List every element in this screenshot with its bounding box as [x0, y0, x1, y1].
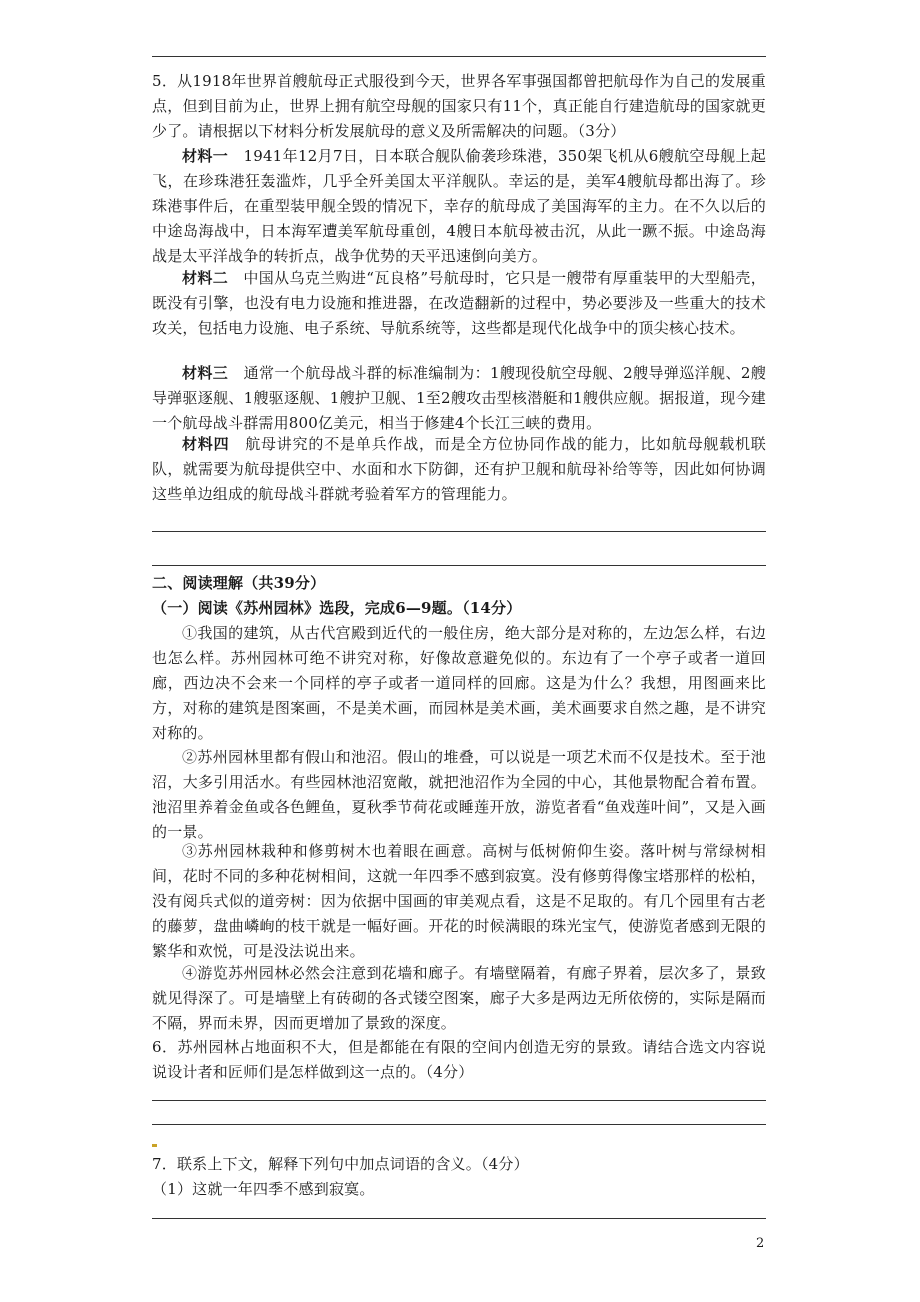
passage-paragraph-1: ①我国的建筑，从古代宫殿到近代的一般住房，绝大部分是对称的，左边怎么样，右边也怎么样。苏州园林可绝不讲究对称，好像故意避免似的。东边有了一个亭子或者一道回廊，西边决不会来一个同样的亭子或者一道同样的回廊。这是为什么？我想，用图画来比方，对称的建筑是图案画，不是美术画，而园林是美术画，美术画要求自然之趣，是不讲究对称的。 [152, 624, 766, 742]
material-2-text: 中国从乌克兰购进“瓦良格”号航母时，它只是一艘带有厚重装甲的大型船壳，既没有引擎，也没有电力设施和推进器，在改造翻新的过程中，势必要涉及一些重大的技术攻关，包括电力设施、电子系统、导航系统等，这些都是现代化战争中的顶尖核心技术。 [152, 269, 766, 337]
material-2 [152, 266, 766, 341]
passage-paragraph-2: ②苏州园林里都有假山和池沼。假山的堆叠，可以说是一项艺术而不仅是技术。至于池沼，大多引用活水。有些园林池沼宽敞，就把池沼作为全园的中心，其他景物配合着布置。池沼里养着金鱼或各色鲤鱼，夏秋季节荷花或睡莲开放，游览者看“鱼戏莲叶间”，又是入画的一景。 [152, 748, 766, 841]
material-4 [152, 432, 766, 507]
page-number: 2 [756, 1236, 765, 1251]
material-4-text: 航母讲究的不是单兵作战，而是全方位协同作战的能力，比如航母舰载机联队，就需要为航母提供空中、水面和水下防御，还有护卫舰和航母补给等等，因此如何协调这些单边组成的航母战斗群就考验着军方的管理能力。 [152, 435, 766, 503]
answer-line-q5-2 [152, 565, 766, 566]
question-7: 7．联系上下文，解释下列句中加点词语的含义。（4分） [152, 1155, 529, 1173]
question-6: 6．苏州园林占地面积不大，但是都能在有限的空间内创造无穷的景致。请结合选文内容说说设计者和匠师们是怎样做到这一点的。（4分） [152, 1038, 766, 1081]
material-4-label: 材料四 [182, 435, 230, 453]
answer-line-q5-1 [152, 531, 766, 532]
top-rule [152, 56, 766, 57]
material-3-text: 通常一个航母战斗群的标准编制为：1艘现役航空母舰、2艘导弹巡洋舰、2艘导弹驱逐舰、1艘驱逐舰、1艘护卫舰、1至2艘攻击型核潜艇和1艘供应舰。据报道，现今建一个航母战斗群需用800亿美元，相当于修建4个长江三峡的费用。 [152, 364, 766, 432]
answer-line-q7-1 [152, 1218, 766, 1219]
material-2-label: 材料二 [182, 269, 229, 287]
material-1 [152, 144, 766, 269]
answer-line-q6-1 [152, 1100, 766, 1101]
passage-paragraph-4: ④游览苏州园林必然会注意到花墙和廊子。有墙壁隔着，有廊子界着，层次多了，景致就见得深了。可是墙壁上有砖砌的各式镂空图案，廊子大多是两边无所依傍的，实际是隔而不隔，界而未界，因而更增加了景致的深度。 [152, 964, 766, 1032]
subsection-1-title: （一）阅读《苏州园林》选段，完成6—9题。（14分） [152, 599, 522, 617]
section-2-title: 二、阅读理解（共39分） [152, 574, 326, 592]
passage-paragraph-3: ③苏州园林栽种和修剪树木也着眼在画意。高树与低树俯仰生姿。落叶树与常绿树相间，花时不同的多种花树相间，这就一年四季不感到寂寞。没有修剪得像宝塔那样的松柏，没有阅兵式似的道旁树：因为依据中国画的审美观点看，这是不足取的。有几个园里有古老的藤萝，盘曲嶙峋的枝干就是一幅好画。开花的时候满眼的珠光宝气，使游览者感到无限的繁华和欢悦，可是没法说出来。 [152, 842, 766, 960]
question-5-stem: 5．从1918年世界首艘航母正式服役到今天，世界各军事强国都曾把航母作为自己的发展重点，但到目前为止，世界上拥有航空母舰的国家只有11个，真正能自行建造航母的国家就更少了。请根据以下材料分析发展航母的意义及所需解决的问题。（3分） [152, 72, 766, 140]
material-3-label: 材料三 [182, 364, 229, 382]
material-3 [152, 361, 766, 436]
material-1-label: 材料一 [182, 147, 229, 165]
answer-line-q6-2 [152, 1124, 766, 1125]
stray-mark [152, 1144, 157, 1147]
question-7-item-1: （1）这就一年四季不感到寂寞。 [152, 1180, 375, 1198]
material-1-text: 1941年12月7日，日本联合舰队偷袭珍珠港，350架飞机从6艘航空母舰上起飞，在珍珠港狂轰滥炸，几乎全歼美国太平洋舰队。幸运的是，美军4艘航母都出海了。珍珠港事件后，在重型装甲舰全毁的情况下，幸存的航母成了美国海军的主力。在不久以后的中途岛海战中，日本海军遭美军航母重创，4艘日本航母被击沉，从此一蹶不振。中途岛海战是太平洋战争的转折点，战争优势的天平迅速倒向美方。 [152, 147, 767, 265]
